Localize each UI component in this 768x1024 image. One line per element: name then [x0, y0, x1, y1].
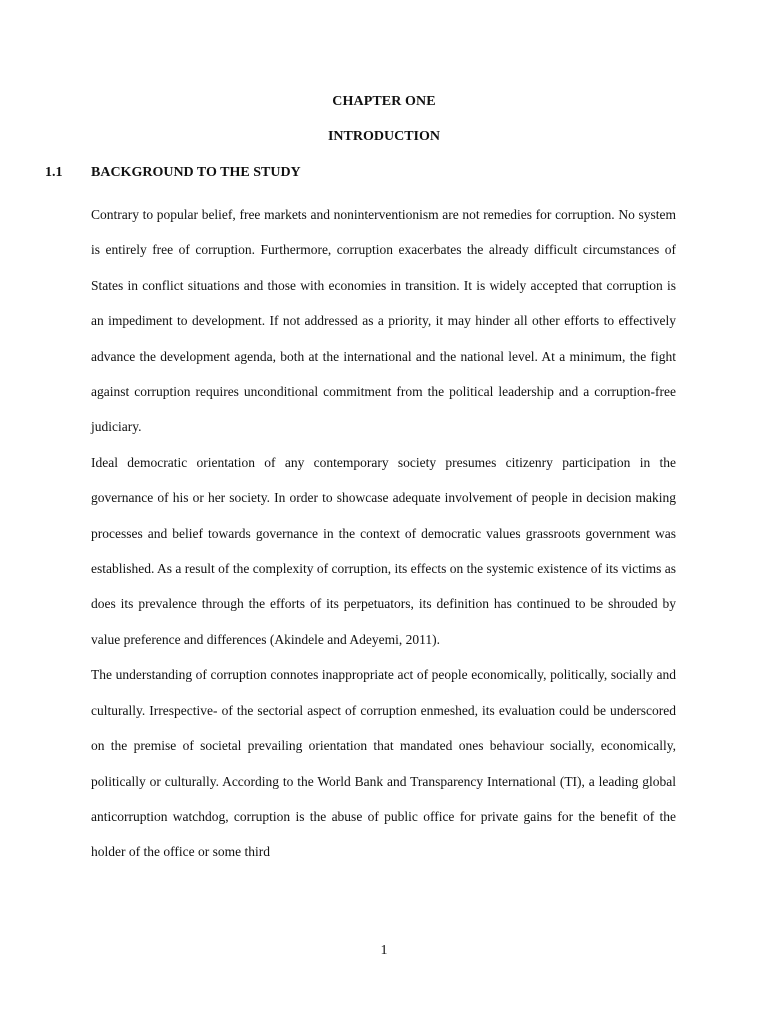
body-text — [91, 197, 676, 870]
page-number: 1 — [380, 943, 388, 958]
section-title: INTRODUCTION — [327, 129, 440, 144]
paragraph: Contrary to popular belief, free markets and noninterventionism are not remedies for corruption. No system is entirely free of corruption. Furthermore, corruption exacerbates the already difficult circumstances of States in conflict situations and those with economies in transition. It is widely accepted that corruption is an impediment to development. If not addressed as a priority, it may hinder all other efforts to effectively advance the development agenda, both at the international and the national level. At a minimum, the fight against corruption requires unconditional commitment from the political leadership and a corruption-free judiciary. — [91, 207, 676, 435]
chapter-title: CHAPTER ONE — [332, 94, 436, 109]
heading-title: BACKGROUND TO THE STUDY — [91, 165, 301, 180]
paragraph: Ideal democratic orientation of any contemporary society presumes citizenry participation in the governance of his or her society. In order to showcase adequate involvement of people in decision making processes and belief towards governance in the context of democratic values grassroots government was established. As a result of the complexity of corruption, its effects on the systemic existence of its victims as does its prevalence through the efforts of its perpetuators, its definition has continued to be shrouded by value preference and differences (Akindele and Adeyemi, 2011). — [91, 454, 676, 647]
paragraph: The understanding of corruption connotes inappropriate act of people economically, politically, socially and culturally. Irrespective- of the sectorial aspect of corruption enmeshed, its evaluation could be underscored on the premise of societal prevailing orientation that mandated ones behaviour socially, economically, politically or culturally. According to the World Bank and Transparency International (TI), a leading global anticorruption watchdog, corruption is the abuse of public office for private gains for the benefit of the holder of the office or some third — [91, 667, 676, 860]
heading-number: 1.1 — [45, 165, 63, 180]
